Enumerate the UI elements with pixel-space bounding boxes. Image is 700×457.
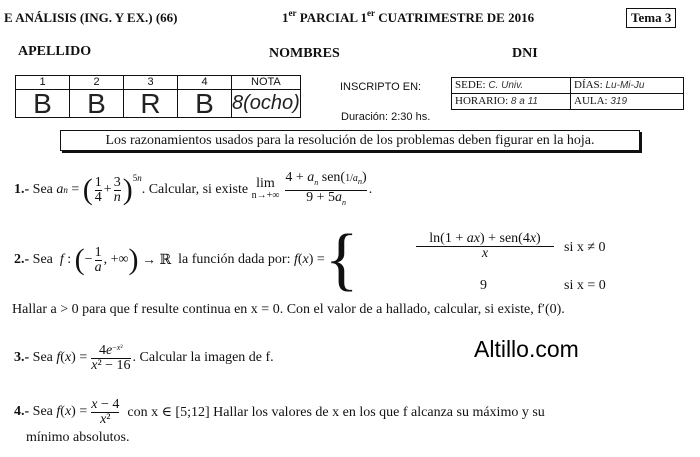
problem-1: 1.- Sea a n = ( $\frac{1}{4}$ + $\frac{3}{n}$ ) $^{5n}$ . Calcular, si existe lim n→+∞ $\frac{4 + a_n sen(1/a_n)}{9 + 5a_n}$ . [14,170,372,210]
tema-box: Tema 3 [626,8,676,28]
apellido-label: APELLIDO [18,44,92,59]
dias-cell: DÍAS: Lu-Mi-Ju [571,78,684,94]
case-2-value: 9 [480,278,487,293]
problem-2-line2: Hallar a > 0 para que f resulte continua en x = 0. Con el valor de a hallado, calcular, si existe, f′(0). [12,302,565,317]
grade-value: R [124,90,178,118]
grade-header: 3 [124,76,178,90]
notice-box: Los razonamientos usados para la resolución de los problemas deben figurar en la hoja. [60,130,640,151]
grade-header: 1 [16,76,70,90]
horario-cell: HORARIO: 8 a 11 [452,94,571,110]
grade-header: NOTA [232,76,301,90]
dni-label: DNI [512,46,538,61]
aula-cell: AULA: 319 [571,94,684,110]
duracion-label: Duración: 2:30 hs. [341,111,431,123]
grade-header: 4 [178,76,232,90]
nota-value: 8(ocho) [232,90,301,118]
exam-title: 1er PARCIAL 1er CUATRIMESTRE DE 2016 [282,8,535,25]
sede-cell: SEDE: C. Univ. [452,78,571,94]
sede-table [451,77,684,110]
inscripto-label: INSCRIPTO EN: [340,81,422,93]
grade-value: B [70,90,124,118]
problem-4-line2: mínimo absolutos. [26,430,130,445]
grade-header: 2 [70,76,124,90]
grade-value: B [178,90,232,118]
case-1-condition: si x ≠ 0 [564,240,606,255]
case-2-condition: si x = 0 [564,278,606,293]
grade-value: B [16,90,70,118]
case-1-fraction: $\frac{\text{ln(1 + ax) + sen(4x)}}{x}$ [414,232,556,261]
grades-table [15,75,301,118]
course-title: E ANÁLISIS (ING. Y EX.) (66) [4,10,178,25]
problem-4: 4.- Sea f ( x ) = $\frac{x - 4}{\text{x²}}$ con x ∈ [5;12] Hallar los valores de x en los que f alcanza su máximo y su [14,396,545,427]
problem-3: 3.- Sea f ( x ) = $\frac{4e^{-x^2}}{\text{x² − 16}}$ . Calcular la imagen de f. [14,342,274,373]
problem-2: 2.- Sea f : ( − $\frac{1}{a}$ , +∞ ) → ℝ la función dada por: f ( x ) = { [14,221,359,298]
nombres-label: NOMBRES [269,46,340,61]
watermark-logo: Altillo.com [474,336,579,362]
